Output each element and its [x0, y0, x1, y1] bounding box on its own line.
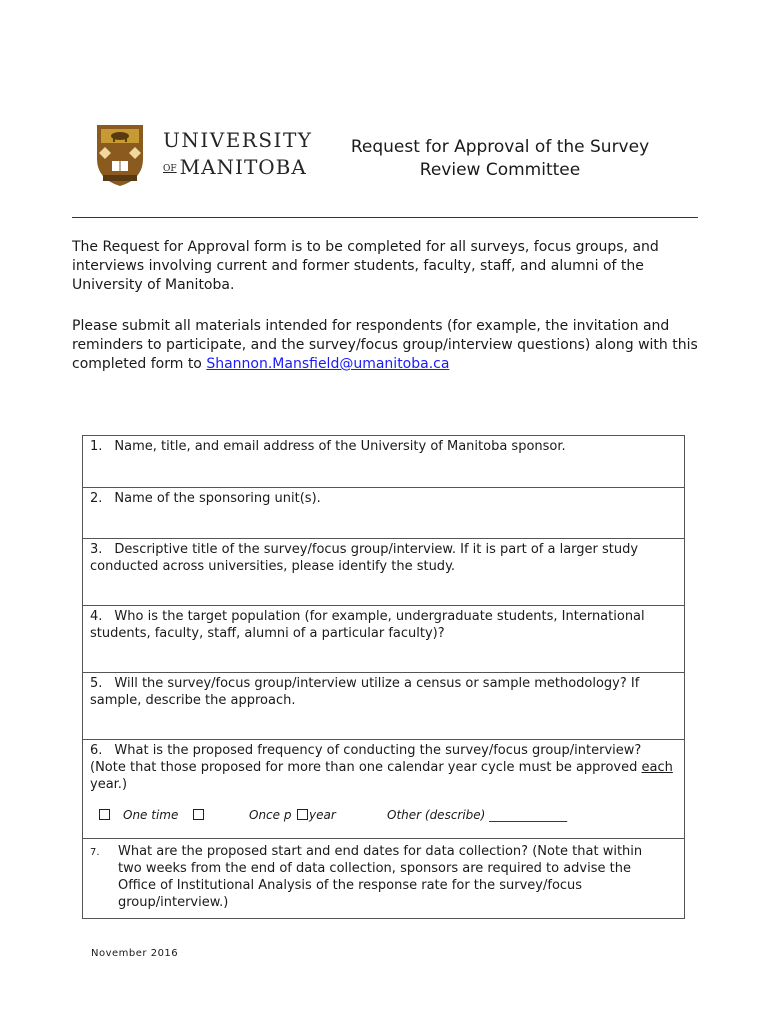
logo-manitoba: MANITOBA	[179, 155, 307, 179]
intro-paragraph-2-text: Please submit all materials intended for respondents (for example, the invitation and reminders to participate, and the survey/focus group/interview questions) along with this completed form to	[72, 318, 698, 372]
question-6	[90, 742, 680, 793]
question-text: What is the proposed frequency of conducting the survey/focus group/interview? (Note that those proposed for more than one calendar year cycle must be approved	[90, 743, 642, 775]
page-title: Request for Approval of the Survey Review Committee	[350, 137, 650, 180]
other-checkbox[interactable]	[297, 809, 308, 820]
logo-wordmark-university: UNIVERSITY	[163, 128, 313, 152]
email-link[interactable]: Shannon.Mansfield@umanitoba.ca	[206, 356, 450, 372]
question-text: Will the survey/focus group/interview utilize a census or sample methodology? If sample, describe the approach.	[90, 676, 640, 708]
frequency-options	[97, 808, 677, 826]
form-row-6	[83, 740, 684, 839]
once-per-year-label-end: year	[309, 808, 336, 822]
form-row-2[interactable]	[83, 488, 684, 539]
question-number: 4.	[90, 609, 103, 624]
question-number: 6.	[90, 743, 103, 758]
question-2	[90, 490, 680, 507]
form-row-4[interactable]	[83, 606, 684, 673]
question-1	[90, 438, 680, 455]
form-row-1[interactable]	[83, 436, 684, 488]
form-row-3[interactable]	[83, 539, 684, 606]
once-per-year-checkbox[interactable]	[193, 809, 204, 820]
question-text: Descriptive title of the survey/focus group/interview. If it is part of a larger study conducted across universities, please identify the study.	[90, 542, 639, 574]
logo-wordmark-manitoba	[163, 155, 307, 179]
question-4	[90, 608, 680, 642]
question-text: Name, title, and email address of the University of Manitoba sponsor.	[114, 439, 566, 454]
question-3	[90, 541, 680, 575]
question-text: Name of the sponsoring unit(s).	[114, 491, 321, 506]
intro-paragraph-2	[72, 317, 702, 374]
crest-icon	[95, 123, 145, 187]
emphasis-each: each	[641, 760, 673, 775]
footer-date: November 2016	[91, 948, 179, 959]
question-5	[90, 675, 680, 709]
question-number: 1.	[90, 439, 103, 454]
question-number: 7.	[90, 847, 100, 858]
once-per-year-label-start: Once p	[249, 808, 292, 822]
university-logo	[95, 123, 313, 189]
question-text: What are the proposed start and end dates for data collection? (Note that within two weeks from the end of data collection, sponsors are required to advise the Office of Institutional Analysis of the response rate for the survey/focus group/interview.)	[118, 844, 643, 910]
logo-of: OF	[163, 164, 177, 174]
request-form-table	[82, 435, 685, 919]
one-time-checkbox[interactable]	[99, 809, 110, 820]
question-number: 3.	[90, 542, 103, 557]
form-row-7[interactable]	[83, 839, 684, 918]
form-row-5[interactable]	[83, 673, 684, 740]
header-divider	[72, 217, 698, 218]
question-number: 5.	[90, 676, 103, 691]
question-text-end: year.)	[90, 777, 128, 792]
question-number: 2.	[90, 491, 103, 506]
intro-paragraph-1: The Request for Approval form is to be completed for all surveys, focus groups, and interviews involving current and former students, faculty, staff, and alumni of the University of Manitoba.	[72, 239, 659, 293]
question-text: Who is the target population (for example, undergraduate students, International students, faculty, staff, alumni of a particular faculty)?	[90, 609, 645, 641]
other-label: Other (describe) _____________	[387, 808, 568, 822]
one-time-label: One time	[123, 808, 179, 822]
